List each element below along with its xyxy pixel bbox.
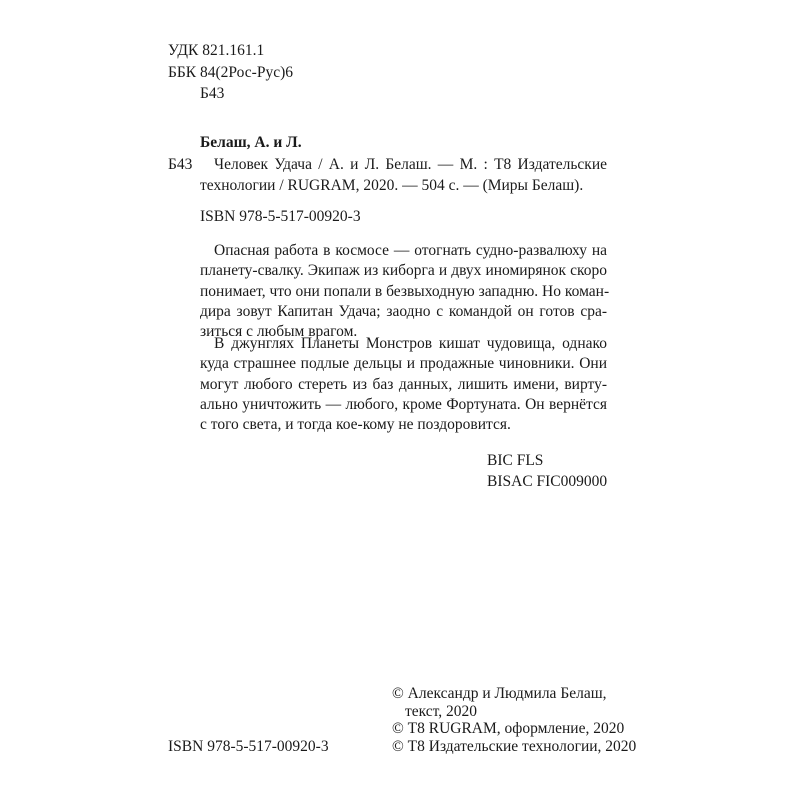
- annotation-line: дира зовут Капитан Удача; заодно с командой он готов сра-: [200, 302, 607, 320]
- annotation-paragraph-1: [200, 241, 610, 322]
- bic-code: BIC FLS: [487, 452, 544, 469]
- udk-code: УДК 821.161.1: [168, 42, 265, 59]
- annotation-line: ально уничтожить — любого, кроме Фортуната. Он вернётся: [200, 395, 607, 413]
- copyright-line: © Т8 Издательские технологии, 2020: [392, 738, 637, 755]
- author-sign: Б43: [200, 85, 225, 102]
- description-line: Человек Удача / А. и Л. Белаш. — М. : Т8 Издательские: [214, 156, 607, 173]
- annotation-line: Опасная работа в космосе — отогнать судно-развалюху на: [214, 242, 607, 259]
- annotation-line: понимает, что они попали в безвыходную западню. Но коман-: [200, 282, 610, 300]
- record-isbn: ISBN 978-5-517-00920-3: [200, 208, 361, 225]
- footer-isbn: ISBN 978-5-517-00920-3: [168, 738, 329, 755]
- annotation-paragraph-2: [200, 334, 607, 415]
- copyright-line: текст, 2020: [405, 703, 478, 720]
- copyright-line: © Т8 RUGRAM, оформление, 2020: [392, 720, 625, 737]
- record-author-sign: Б43: [168, 156, 193, 173]
- annotation-line: зиться с любым врагом.: [200, 323, 358, 340]
- annotation-line: В джунглях Планеты Монстров кишат чудовища, однако: [214, 335, 607, 352]
- author-heading: Белаш, А. и Л.: [200, 134, 302, 151]
- annotation-line: куда страшнее подлые дельцы и продажные чиновники. Они: [200, 355, 607, 373]
- copyright-line: © Александр и Людмила Белаш,: [392, 685, 607, 702]
- description-line: технологии / RUGRAM, 2020. — 504 с. — (Миры Белаш).: [200, 177, 584, 194]
- bibliographic-description: [214, 155, 607, 175]
- annotation-line: с того света, и тогда кое-кому не поздоровится.: [200, 416, 511, 433]
- annotation-line: планету-свалку. Экипаж из киборга и двух иномирянок скоро: [200, 262, 607, 280]
- bbk-code: ББК 84(2Рос-Рус)6: [168, 64, 293, 81]
- annotation-line: могут любого стереть из баз данных, лишить имени, вирту-: [200, 375, 607, 393]
- bisac-code: BISAC FIC009000: [487, 473, 608, 490]
